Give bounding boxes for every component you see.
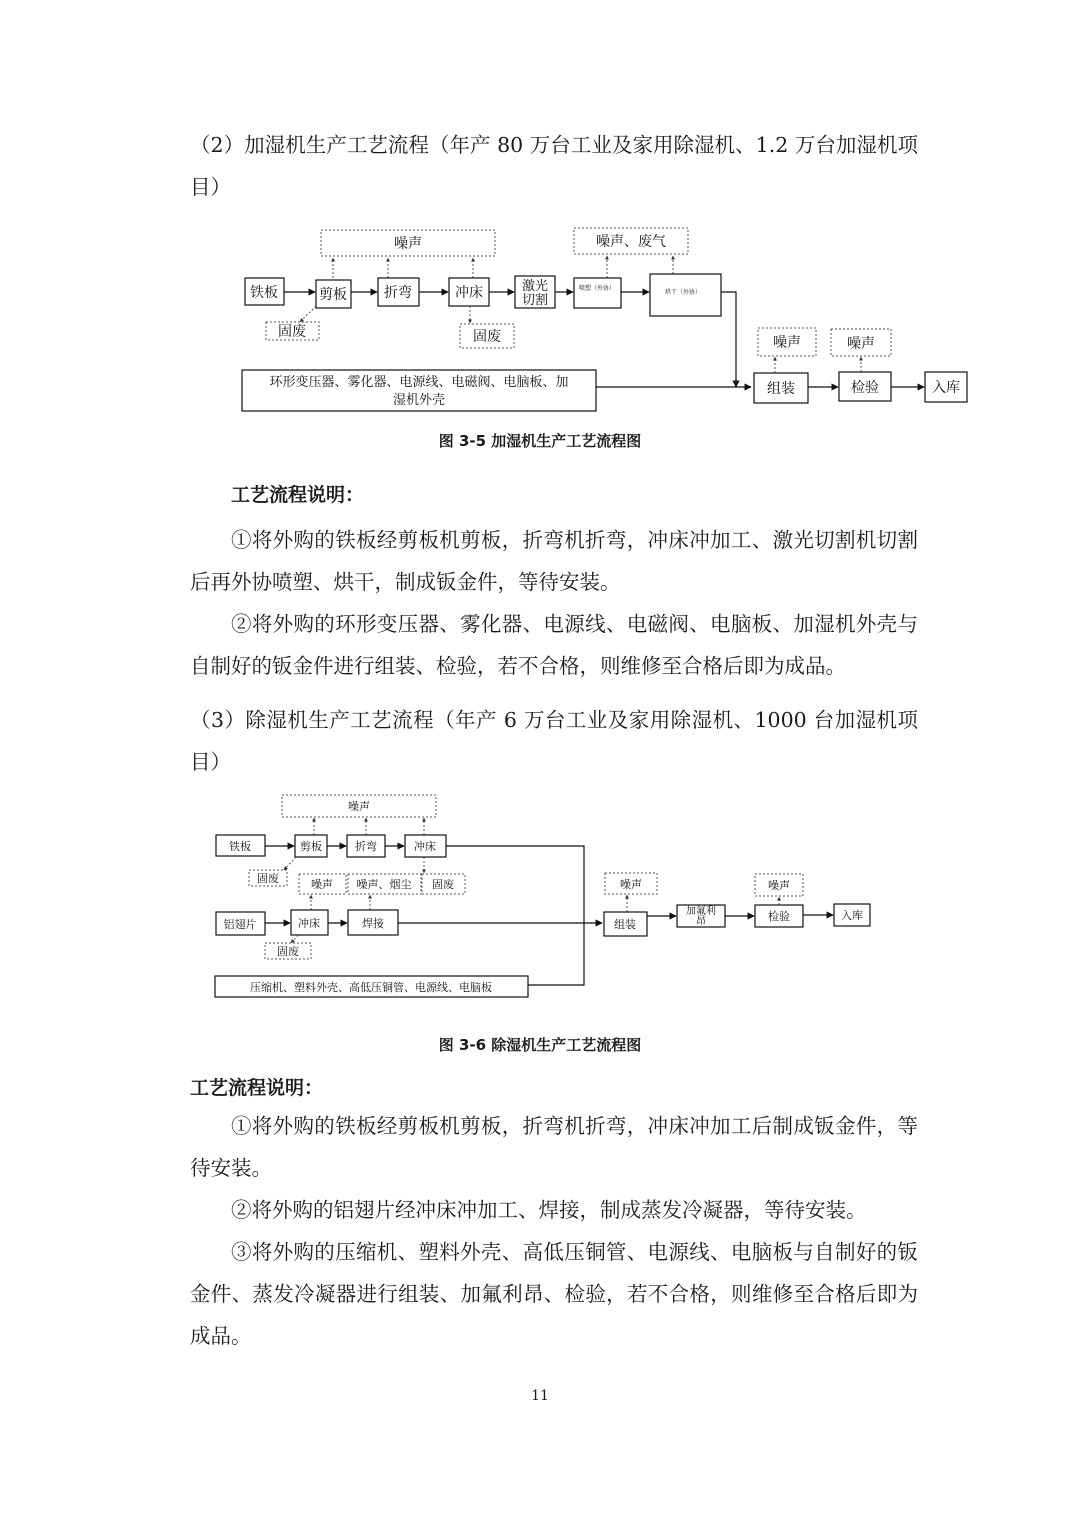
- process-description-2-p3: ③将外购的压缩机、塑料外壳、高低压铜管、电源线、电脑板与自制好的钣金件、蒸发冷凝器进行组装、加氟利昂、检验，若不合格，则维修至合格后即为成品。: [190, 1240, 918, 1348]
- node-iron-plate-label: 铁板: [229, 840, 251, 853]
- node-punch-2-label: 冲床: [298, 917, 320, 930]
- solid-waste-label-1: 固废: [278, 324, 306, 340]
- noise-label-top: 噪声: [394, 236, 422, 252]
- page-number: 11: [531, 1388, 549, 1404]
- parts-label-2: 湿机外壳: [392, 393, 446, 408]
- noise-label-assemble: 噪声: [773, 335, 801, 351]
- node-weld-label: 焊接: [362, 917, 384, 930]
- noise-dust-label: 噪声、烟尘: [356, 878, 412, 891]
- solid-waste-label-2: 固废: [473, 329, 501, 345]
- node-spray: [574, 278, 621, 308]
- process-description-1-p2: ②将外购的环形变压器、雾化器、电源线、电磁阀、电脑板、加湿机外壳与自制好的钣金件进行组装、检验，若不合格，则维修至合格后即为成品。: [190, 612, 918, 678]
- node-shear-label: 剪板: [319, 287, 347, 303]
- node-inspect-label: 检验: [851, 380, 879, 396]
- figure-3-6-flowchart: [0, 790, 1080, 1010]
- node-freon-label-2: 昂: [696, 916, 706, 927]
- node-bend-label: 折弯: [355, 840, 377, 853]
- noise-label-inspect: 噪声: [847, 336, 875, 352]
- noise-gas-label: 噪声、废气: [596, 234, 666, 250]
- solid-waste-label-2: 固废: [432, 878, 454, 891]
- noise-label-assemble: 噪声: [620, 878, 642, 891]
- node-spray-label: 喷塑（外协）: [579, 285, 616, 292]
- process-description-1-p1: ①将外购的铁板经剪板机剪板，折弯机折弯，冲床冲加工、激光切割机切割后再外协喷塑、烘干，制成钣金件，等待安装。: [190, 528, 918, 594]
- section-2-heading: （2）加湿机生产工艺流程（年产 80 万台工业及家用除湿机、1.2 万台加湿机项目）: [190, 133, 918, 199]
- node-iron-plate-label: 铁板: [250, 285, 278, 301]
- process-description-heading-1: 工艺流程说明：: [231, 484, 365, 506]
- node-dry-label: 烘干（外协）: [665, 289, 702, 296]
- node-bend-label: 折弯: [384, 285, 412, 301]
- node-fin-label: 铝翅片: [223, 918, 257, 931]
- node-inspect-label: 检验: [768, 910, 790, 923]
- parts-label-1: 环形变压器、雾化器、电源线、电磁阀、电脑板、加: [269, 375, 569, 390]
- node-laser-label-1: 激光: [521, 279, 549, 294]
- node-assemble-label: 组装: [767, 381, 795, 397]
- section-3-heading: （3）除湿机生产工艺流程（年产 6 万台工业及家用除湿机、1000 台加湿机项目）: [190, 708, 918, 774]
- noise-label-inspect: 噪声: [768, 879, 790, 892]
- noise-label-top: 噪声: [348, 800, 370, 813]
- node-assemble-label: 组装: [614, 918, 636, 931]
- parts-label: 压缩机、塑料外壳、高低压铜管、电源线、电脑板: [250, 981, 492, 994]
- figure-3-6-caption: 图 3-6 除湿机生产工艺流程图: [438, 1036, 642, 1054]
- figure-3-5-caption: 图 3-5 加湿机生产工艺流程图: [438, 432, 642, 450]
- process-description-heading-2: 工艺流程说明：: [190, 1077, 324, 1099]
- figure-3-5-flowchart: [0, 220, 1080, 420]
- process-description-2-p2: ②将外购的铝翅片经冲床冲加工、焊接，制成蒸发冷凝器，等待安装。: [231, 1198, 867, 1222]
- node-punch-label: 冲床: [455, 285, 483, 301]
- solid-waste-label-3: 固废: [277, 945, 299, 958]
- node-warehouse-label: 入库: [932, 380, 960, 396]
- node-laser-label-2: 切割: [521, 293, 549, 308]
- node-shear-label: 剪板: [300, 840, 322, 853]
- solid-waste-label-1: 固废: [257, 872, 279, 885]
- noise-label-mid: 噪声: [311, 878, 333, 891]
- node-warehouse-label: 入库: [841, 909, 863, 922]
- process-description-2-p1: ①将外购的铁板经剪板机剪板，折弯机折弯，冲床冲加工后制成钣金件，等待安装。: [190, 1114, 918, 1180]
- node-freon-label-1: 加氟利: [686, 906, 716, 917]
- node-punch-label: 冲床: [414, 840, 436, 853]
